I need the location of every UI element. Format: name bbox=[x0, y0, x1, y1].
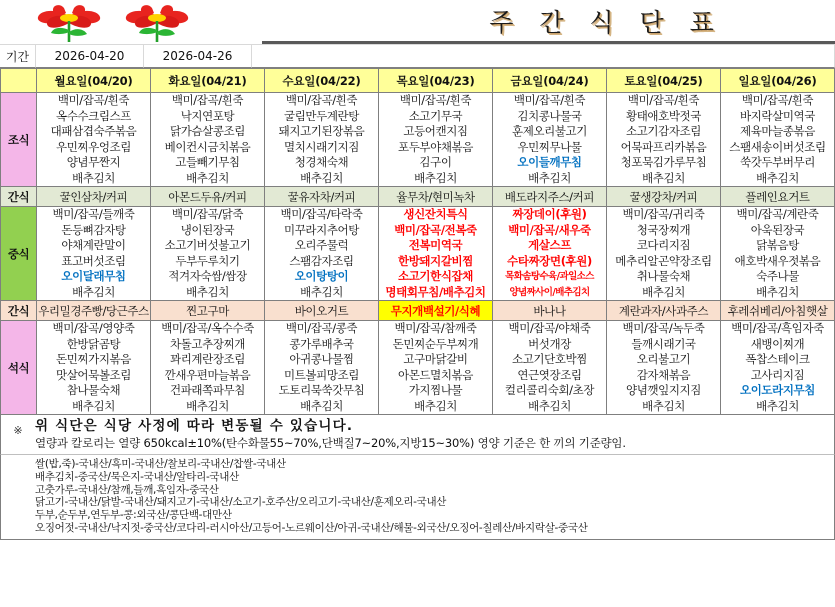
menu-item: 청경채숙채 bbox=[294, 155, 349, 169]
menu-item: 고등어캔지짐 bbox=[403, 124, 468, 138]
menu-item: 제육마늘종볶음 bbox=[740, 124, 815, 138]
menu-item: 고구마닭갈비 bbox=[403, 352, 468, 366]
menu-item: 돈민찌순두부찌개 bbox=[392, 336, 479, 351]
menu-item: 오이탕탕이 bbox=[294, 269, 349, 283]
menu-item: 백미/잡곡/닭죽 bbox=[171, 207, 244, 221]
menu-item: 옥수수크림스프 bbox=[56, 108, 131, 123]
menu-item: 백미/잡곡/흰죽 bbox=[285, 93, 358, 107]
menu-item: 백미/잡곡/흰죽 bbox=[399, 93, 472, 107]
menu-item: 표고버섯조림 bbox=[61, 253, 126, 268]
dinner-cell-wed bbox=[265, 321, 379, 415]
menu-item: 배추김치 bbox=[528, 398, 571, 413]
dinner-cell-mon bbox=[37, 321, 151, 415]
menu-item: 백미/잡곡/옥수수죽 bbox=[161, 321, 254, 335]
menu-item: 배추김치 bbox=[300, 398, 343, 413]
menu-item: 소고기무국 bbox=[408, 108, 463, 123]
menu-item: 맛살어묵볼조림 bbox=[56, 367, 131, 382]
menu-item: 한방돼지갈비찜 bbox=[398, 253, 473, 268]
menu-item: 새뱅이찌개 bbox=[750, 336, 805, 351]
menu-item: 바지락살미역국 bbox=[740, 108, 815, 123]
snack2-cell-thu: 무지개백설기/식혜 bbox=[379, 301, 493, 321]
title-box bbox=[262, 0, 835, 44]
breakfast-cell-wed bbox=[265, 93, 379, 187]
menu-item: 오이달래무침 bbox=[61, 269, 126, 283]
period-end-date: 2026-04-26 bbox=[144, 45, 252, 68]
menu-item: 양념짜사이/배추김치 bbox=[509, 286, 590, 298]
row-label-snack2: 간식 bbox=[1, 301, 37, 321]
menu-item: 고들빼기무침 bbox=[175, 155, 240, 169]
banner bbox=[0, 0, 835, 44]
snack2-cell-fri: 바나나 bbox=[493, 301, 607, 321]
menu-item: 배추김치 bbox=[72, 398, 115, 413]
menu-item: 양념깻잎지지짐 bbox=[626, 383, 701, 397]
menu-item: 배추김치 bbox=[642, 170, 685, 185]
menu-item: 오리주물럭 bbox=[294, 238, 349, 252]
menu-item: 배추김치 bbox=[186, 398, 229, 413]
snack2-cell-sat: 계란과자/사과주스 bbox=[607, 301, 721, 321]
menu-item: 수타짜장면(후원) bbox=[507, 253, 592, 268]
menu-item: 건파래쪽파무침 bbox=[170, 383, 245, 397]
menu-item: 배추김치 bbox=[756, 284, 799, 299]
menu-item: 숙주나물 bbox=[756, 269, 799, 283]
menu-item: 청국장찌개 bbox=[636, 222, 691, 237]
menu-item: 한방닭곰탕 bbox=[66, 336, 121, 351]
header-corner bbox=[1, 69, 37, 93]
snack2-row bbox=[1, 301, 835, 321]
menu-item: 돼지고기된장볶음 bbox=[278, 124, 365, 138]
menu-item: 미꾸라지추어탕 bbox=[284, 222, 359, 237]
snack1-cell-tue: 아몬드두유/커피 bbox=[151, 187, 265, 207]
menu-item: 백미/잡곡/흰죽 bbox=[57, 93, 130, 107]
origin-line: 오징어젓-국내산/낙지젓-중국산/코다리-러시아산/고등어-노르웨이산/아귀-국내산/해물-외국산/오징어-칠레산/바지락살-중국산 bbox=[35, 521, 588, 534]
day-header-thu: 목요일(04/23) bbox=[379, 69, 493, 93]
menu-item: 대패삼겹숙주볶음 bbox=[50, 124, 137, 138]
day-header-row bbox=[1, 69, 835, 93]
menu-item: 코다리지짐 bbox=[636, 238, 691, 252]
menu-item: 돈민찌가지볶음 bbox=[56, 352, 131, 366]
menu-item: 배추김치 bbox=[642, 398, 685, 413]
menu-item: 전복미역국 bbox=[408, 238, 463, 252]
menu-item: 소고기단호박찜 bbox=[512, 352, 587, 366]
menu-item: 도토리묵쑥갓무침 bbox=[278, 383, 365, 397]
day-header-mon: 월요일(04/20) bbox=[37, 69, 151, 93]
menu-item: 양념무짠지 bbox=[66, 155, 121, 169]
lunch-cell-sun bbox=[721, 207, 835, 301]
asterisk-icon: ※ bbox=[13, 424, 23, 437]
dinner-cell-sat bbox=[607, 321, 721, 415]
menu-item: 백미/잡곡/계란죽 bbox=[736, 207, 819, 221]
menu-item: 배추김치 bbox=[414, 398, 457, 413]
menu-item: 베이컨시금치볶음 bbox=[164, 139, 251, 154]
menu-item: 백미/잡곡/흰죽 bbox=[513, 93, 586, 107]
lunch-cell-mon bbox=[37, 207, 151, 301]
menu-item: 명태회무침/배추김치 bbox=[385, 284, 486, 299]
menu-item: 백미/잡곡/흑임자죽 bbox=[731, 321, 824, 335]
menu-item: 연근엿장조림 bbox=[517, 367, 582, 382]
day-header-sun: 일요일(04/26) bbox=[721, 69, 835, 93]
menu-item: 돈등뼈감자탕 bbox=[61, 222, 126, 237]
menu-item: 꽈리계란장조림 bbox=[170, 352, 245, 366]
menu-item: 포두부야채볶음 bbox=[398, 139, 473, 154]
menu-item: 배추김치 bbox=[72, 170, 115, 185]
menu-item: 백미/잡곡/흰죽 bbox=[627, 93, 700, 107]
dinner-row bbox=[1, 321, 835, 415]
menu-item: 소고기감자조림 bbox=[626, 124, 701, 138]
snack2-cell-tue: 찐고구마 bbox=[151, 301, 265, 321]
menu-item: 굴림만두계란탕 bbox=[284, 108, 359, 123]
flower-icon bbox=[26, 2, 112, 44]
menu-item: 목화솜탕수육/과일소스 bbox=[505, 271, 594, 282]
menu-item: 미트볼피망조림 bbox=[284, 367, 359, 382]
menu-item: 생신잔치특식 bbox=[403, 207, 468, 221]
breakfast-cell-fri bbox=[493, 93, 607, 187]
menu-item: 백미/잡곡/녹두죽 bbox=[622, 321, 705, 335]
row-label-dinner: 석식 bbox=[1, 321, 37, 415]
menu-item: 스팸새송이버섯조림 bbox=[729, 139, 826, 154]
menu-item: 백미/잡곡/귀리죽 bbox=[622, 207, 705, 221]
period-label: 기간 bbox=[0, 45, 36, 68]
menu-item: 가지찜나물 bbox=[408, 383, 463, 397]
menu-item: 백미/잡곡/들깨죽 bbox=[52, 207, 135, 221]
breakfast-cell-thu bbox=[379, 93, 493, 187]
dinner-cell-tue bbox=[151, 321, 265, 415]
snack1-cell-sat: 꿀생강차/커피 bbox=[607, 187, 721, 207]
menu-item: 소고기버섯불고기 bbox=[164, 238, 251, 252]
menu-item: 야채계란말이 bbox=[61, 238, 126, 252]
menu-item: 어묵파프리카볶음 bbox=[620, 139, 707, 154]
menu-item: 백미/잡곡/흰죽 bbox=[741, 93, 814, 107]
menu-item: 백미/잡곡/콩죽 bbox=[285, 321, 358, 335]
snack1-cell-sun: 플레인요거트 bbox=[721, 187, 835, 207]
menu-item: 김치콩나물국 bbox=[517, 108, 582, 123]
menu-item: 스팸감자조림 bbox=[289, 253, 354, 268]
period-start-date: 2026-04-20 bbox=[36, 45, 144, 68]
row-label-snack1: 간식 bbox=[1, 187, 37, 207]
menu-item: 폭찹스테이크 bbox=[745, 352, 810, 366]
breakfast-cell-sat bbox=[607, 93, 721, 187]
menu-item: 오이도라지무침 bbox=[740, 383, 815, 397]
menu-item: 아몬드멸치볶음 bbox=[398, 367, 473, 382]
menu-item: 아욱된장국 bbox=[750, 222, 805, 237]
menu-item: 깐새우편마늘볶음 bbox=[164, 367, 251, 382]
breakfast-cell-mon bbox=[37, 93, 151, 187]
period-blank bbox=[252, 45, 835, 68]
menu-item: 낙지연포탕 bbox=[180, 108, 235, 123]
origin-line: 두부,순두부,연두부-콩:외국산/콩단백-대만산 bbox=[35, 509, 232, 522]
menu-item: 배추김치 bbox=[72, 284, 115, 299]
menu-item: 오리불고기 bbox=[636, 352, 691, 366]
menu-item: 청포묵김가루무침 bbox=[620, 155, 707, 169]
menu-item: 컬리콜리숙회/초장 bbox=[504, 383, 595, 397]
menu-item: 백미/잡곡/전복죽 bbox=[394, 222, 477, 237]
breakfast-row bbox=[1, 93, 835, 187]
lunch-cell-sat bbox=[607, 207, 721, 301]
day-header-tue: 화요일(04/21) bbox=[151, 69, 265, 93]
snack2-cell-sun: 후레쉬베리/아침햇살 bbox=[721, 301, 835, 321]
menu-item: 우민찌우엉조림 bbox=[56, 139, 131, 154]
snack1-cell-mon: 꿀인삼차/커피 bbox=[37, 187, 151, 207]
menu-item: 감자채볶음 bbox=[636, 367, 691, 382]
menu-item: 백미/잡곡/타락죽 bbox=[280, 207, 363, 221]
flower-icon bbox=[114, 2, 200, 44]
snack1-cell-wed: 꿀유자차/커피 bbox=[265, 187, 379, 207]
menu-item: 우민찌무나물 bbox=[517, 139, 582, 154]
origin-line: 배추김치-중국산/묵은지-국내산/알타리-국내산 bbox=[35, 470, 239, 483]
menu-item: 참나물숙채 bbox=[66, 383, 121, 397]
day-header-fri: 금요일(04/24) bbox=[493, 69, 607, 93]
snack1-cell-thu: 율무차/현미녹차 bbox=[379, 187, 493, 207]
dinner-cell-sun bbox=[721, 321, 835, 415]
menu-item: 백미/잡곡/영양죽 bbox=[52, 321, 135, 335]
snack2-cell-mon: 우리밀경주빵/당근주스 bbox=[37, 301, 151, 321]
menu-item: 배추김치 bbox=[642, 284, 685, 299]
menu-item: 배추김치 bbox=[186, 170, 229, 185]
menu-item: 배추김치 bbox=[756, 170, 799, 185]
menu-item: 백미/잡곡/새우죽 bbox=[508, 222, 591, 237]
row-label-breakfast: 조식 bbox=[1, 93, 37, 187]
notes-section bbox=[0, 415, 835, 540]
menu-item: 닭가슴살콩조림 bbox=[170, 124, 245, 138]
menu-item: 김구이 bbox=[419, 155, 452, 169]
origin-list bbox=[0, 455, 835, 540]
row-label-lunch: 중식 bbox=[1, 207, 37, 301]
menu-item: 애호박새우젓볶음 bbox=[734, 253, 821, 268]
menu-item: 배추김치 bbox=[528, 170, 571, 185]
day-header-wed: 수요일(04/22) bbox=[265, 69, 379, 93]
dinner-cell-fri bbox=[493, 321, 607, 415]
period-row bbox=[0, 44, 835, 68]
page-title: 주 간 식 단 표 bbox=[489, 7, 723, 37]
menu-item: 배추김치 bbox=[756, 398, 799, 413]
snack1-cell-fri: 배도라지주스/커피 bbox=[493, 187, 607, 207]
menu-item: 두부두루치기 bbox=[175, 253, 240, 268]
menu-item: 콩가루배추국 bbox=[289, 336, 354, 351]
menu-table bbox=[0, 68, 835, 415]
lunch-cell-wed bbox=[265, 207, 379, 301]
menu-item: 배추김치 bbox=[414, 170, 457, 185]
menu-item: 취나물숙채 bbox=[636, 269, 691, 283]
lunch-cell-thu bbox=[379, 207, 493, 301]
menu-item: 배추김치 bbox=[186, 284, 229, 299]
lunch-row bbox=[1, 207, 835, 301]
snack2-cell-wed: 바이오거트 bbox=[265, 301, 379, 321]
origin-line: 쌀(밥,죽)-국내산/흑미-국내산/찰보리-국내산/찹쌀-국내산 bbox=[35, 458, 286, 470]
title-zone bbox=[262, 0, 835, 44]
menu-item: 훈제오리불고기 bbox=[512, 124, 587, 138]
menu-item: 오이들깨무침 bbox=[517, 155, 582, 169]
notes-calorie-info: 열량과 칼로리는 열량 650kcal±10%(탄수화물55~70%,단백질7~20%,지방15~30%) 영양 기준은 한 끼의 기준량임. bbox=[35, 436, 626, 450]
menu-item: 쑥갓두부버무리 bbox=[740, 155, 815, 169]
menu-item: 들깨시래기국 bbox=[631, 336, 696, 351]
menu-item: 버섯개장 bbox=[528, 336, 571, 351]
dinner-cell-thu bbox=[379, 321, 493, 415]
menu-item: 메추리알곤약장조림 bbox=[615, 253, 712, 268]
notes-change-warning: 위 식단은 식당 사정에 따라 변동될 수 있습니다. bbox=[35, 418, 354, 434]
menu-item: 적겨자숙쌈/쌈장 bbox=[168, 269, 247, 283]
lunch-cell-fri bbox=[493, 207, 607, 301]
breakfast-cell-tue bbox=[151, 93, 265, 187]
menu-item: 백미/잡곡/참깨죽 bbox=[394, 321, 477, 335]
menu-item: 소고기한식잡채 bbox=[398, 269, 473, 283]
breakfast-cell-sun bbox=[721, 93, 835, 187]
lunch-cell-tue bbox=[151, 207, 265, 301]
menu-item: 배추김치 bbox=[300, 284, 343, 299]
notes-top bbox=[0, 415, 835, 455]
menu-item: 고사리지짐 bbox=[750, 367, 805, 382]
flower-decoration-zone bbox=[0, 0, 262, 44]
menu-item: 닭볶음탕 bbox=[756, 238, 799, 252]
day-header-sat: 토요일(04/25) bbox=[607, 69, 721, 93]
menu-item: 아귀콩나물찜 bbox=[289, 352, 354, 366]
menu-item: 차돌고추장찌개 bbox=[170, 336, 245, 351]
menu-item: 백미/잡곡/흰죽 bbox=[171, 93, 244, 107]
menu-item: 백미/잡곡/야채죽 bbox=[508, 321, 591, 335]
menu-item: 냉이된장국 bbox=[180, 222, 235, 237]
origin-line: 고춧가루-국내산/참깨,들깨,흑임자-중국산 bbox=[35, 483, 219, 496]
menu-item: 배추김치 bbox=[300, 170, 343, 185]
snack1-row bbox=[1, 187, 835, 207]
menu-item: 게살스프 bbox=[528, 238, 571, 252]
menu-item: 짜장데이(후원) bbox=[512, 207, 587, 221]
notes-lines bbox=[35, 418, 834, 451]
origin-line: 닭고기-국내산/닭발-국내산/돼지고기-국내산/소고기-호주산/오리고기-국내산/훈제오리-국내산 bbox=[35, 496, 447, 509]
menu-item: 멸치시래기지짐 bbox=[284, 139, 359, 154]
menu-item: 황태애호박젓국 bbox=[626, 108, 701, 123]
